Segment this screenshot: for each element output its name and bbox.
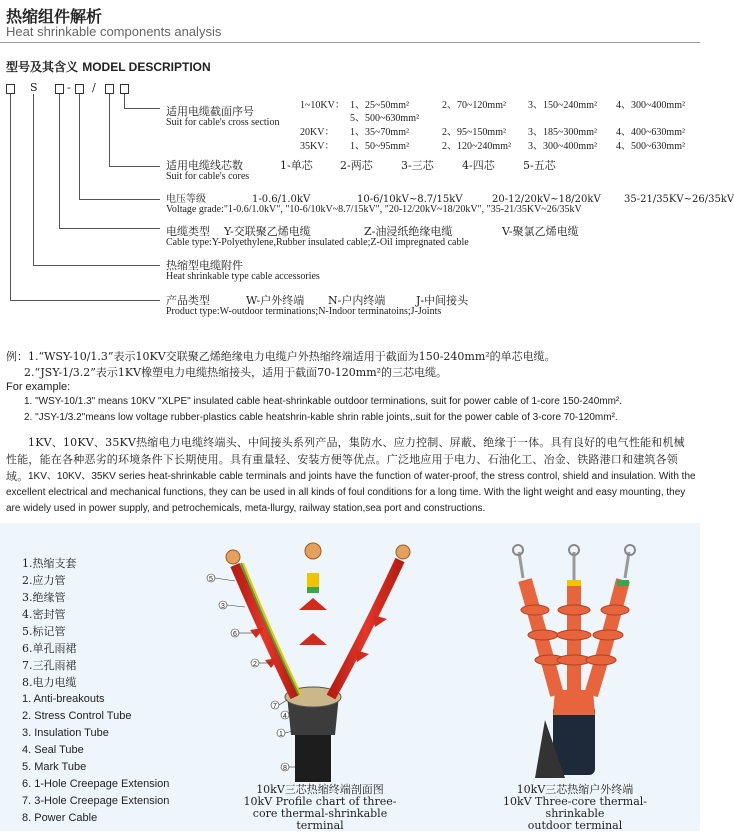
section-row-10kv-cont: 5、500~630mm² xyxy=(350,113,419,124)
section-row-20kv: 20KV： 1、35~70mm² 2、95~150mm² 3、185~300mm² 4、400~630mm² xyxy=(300,127,685,138)
legend-item: 2. Stress Control Tube xyxy=(22,710,132,722)
code-box xyxy=(120,84,129,94)
svg-text:8: 8 xyxy=(283,765,287,772)
model-heading-en: MODEL DESCRIPTION xyxy=(82,60,211,74)
legend-item: 5. Mark Tube xyxy=(22,761,87,773)
example-en-1: 1. "WSY-10/1.3" means 10KV "XLPE" insulated cable heat-shrinkable outdoor terminations, suit for power cable of 1-core 150-240mm². xyxy=(24,396,623,407)
voltage-line-en: Voltage grade:"1-0.6/1.0kV", "10-6/10kV~8.7/15kV", "20-12/20kV~18/20kV", "35-21/35KV~26/35kV xyxy=(166,204,582,215)
cores-row: 适用电缆线芯数 1-单芯 2-两芯 3-三芯 4-四芯 5-五芯 xyxy=(166,159,556,172)
legend-item: 3.绝缘管 xyxy=(22,591,66,604)
model-heading-zh: 型号及其含义 xyxy=(6,60,79,74)
legend-item: 2.应力管 xyxy=(22,574,66,587)
model-heading xyxy=(6,58,211,75)
code-box xyxy=(6,84,15,94)
right-core xyxy=(331,560,400,697)
legend-item: 3. Insulation Tube xyxy=(22,727,109,739)
svg-text:3: 3 xyxy=(221,603,225,610)
code-char-s: S xyxy=(30,81,38,94)
power-cable xyxy=(295,730,331,782)
code-box xyxy=(55,84,64,94)
title-divider xyxy=(0,42,700,43)
code-char-slash: / xyxy=(92,81,96,94)
outdoor-terminal-figure xyxy=(495,540,655,785)
svg-text:5: 5 xyxy=(209,576,213,583)
accessory-label-zh: 热缩型电缆附件 xyxy=(166,259,243,272)
legend-item: 7.三孔雨裙 xyxy=(22,659,77,672)
legend-item: 1.热缩支套 xyxy=(22,557,77,570)
profile-chart-figure xyxy=(195,535,435,785)
legend-item: 4.密封管 xyxy=(22,608,66,621)
legend-item: 8. Power Cable xyxy=(22,812,98,824)
left-core xyxy=(235,565,295,697)
section-row-10kv: 1~10KV： 1、25~50mm² 2、70~120mm² 3、150~240mm² 4、300~400mm² xyxy=(300,100,685,111)
legend-item: 1. Anti-breakouts xyxy=(22,693,105,705)
section-label-en: Suit for cable's cross section xyxy=(166,117,280,128)
page-subtitle: Heat shrinkable components analysis xyxy=(6,24,222,39)
description-zh: 1KV、10KV、35KV热缩电力电缆终端头、中间接头系列产品，集防水、应力控制、屏蔽、绝缘于一体。具有良好的电气性能和机械性能，能在各种恶劣的环境条件下长期使用。具有重量轻、安装方便等优点。广泛地应用于电力、石油化工、冶金、铁路港口和建筑各领域。 xyxy=(6,436,685,483)
svg-text:7: 7 xyxy=(273,703,277,710)
cable-type-line-en: Cable type:Y-Polyethylene,Rubber insulated cable;Z-Oil impregnated cable xyxy=(166,237,469,248)
legend-item: 7. 3-Hole Creepage Extension xyxy=(22,795,170,807)
cable-type-row: 电缆类型 Y-交联聚乙烯电缆 Z-油浸纸绝缘电缆 V-聚氯乙烯电缆 xyxy=(166,225,579,238)
svg-text:2: 2 xyxy=(253,661,257,668)
example-zh-1: 例：1.“WSY-10/1.3”表示10KV交联聚乙烯绝缘电力电缆户外热缩终端适用于截面为150-240mm²的单芯电缆。 xyxy=(6,350,556,363)
profile-chart-caption: 10kV三芯热缩终端剖面图 10kV Profile chart of three- core thermal-shrinkable terminal xyxy=(243,783,397,832)
legend-item: 5.标记管 xyxy=(22,625,66,638)
voltage-row: 电压等级 1-0.6/1.0kV 10-6/10kV~8.7/15kV 20-12/20kV~18/20kV 35-21/35KV~26/35kV xyxy=(166,194,734,205)
section-row-35kv: 35KV： 1、50~95mm² 2、120~240mm² 3、300~400mm² 4、500~630mm² xyxy=(300,141,685,152)
product-row: 产品类型 W-户外终端 N-户内终端 J-中间接头 xyxy=(166,294,469,307)
code-box xyxy=(75,84,84,94)
svg-text:6: 6 xyxy=(233,631,237,638)
product-line-en: Product type:W-outdoor terminations;N-Indoor terminatoins;J-Joints xyxy=(166,306,442,317)
cores-label-en: Suit for cable's cores xyxy=(166,171,250,182)
legend-item: 8.电力电缆 xyxy=(22,676,77,689)
outdoor-terminal-caption: 10kV三芯热缩户外终端 10kV Three-core thermal-shrinkable outdoor terminal xyxy=(502,783,648,832)
page-title: 热缩组件解析 xyxy=(6,7,103,26)
svg-text:4: 4 xyxy=(283,713,287,720)
example-en-2: 2. "JSY-1/3.2"means low voltage rubber-plastics cable heatshrin-kable shrin rable joints,.suit for the power cable of 3-core 70-120mm². xyxy=(24,412,618,423)
description-en: 1KV、10KV、35KV series heat-shrinkable cable terminals and joints have the function of water-proof, the stress control, shield and insulation. With the excellent electrical and mechanical functions, they can be used in all kinds of foul conditions for a long time. With the light weight and easy mounting, they are widely used in power supply, and petrochemicals, meta-llurgy, railway station,sea port and constructions. xyxy=(6,471,696,514)
section-label-zh: 适用电缆截面序号 xyxy=(166,105,254,118)
legend-item: 6. 1-Hole Creepage Extension xyxy=(22,778,170,790)
code-char-dash: - xyxy=(67,81,71,94)
example-zh-2: 2.“JSY-1/3.2”表示1KV橡塑电力电缆热缩接头，适用于截面70-120mm²的三芯电缆。 xyxy=(24,366,448,379)
accessory-label-en: Heat shrinkable type cable accessories xyxy=(166,271,320,282)
legend-item: 4. Seal Tube xyxy=(22,744,84,756)
code-box xyxy=(105,84,114,94)
legend-item: 6.单孔雨裙 xyxy=(22,642,77,655)
example-en-heading: For example: xyxy=(6,381,71,393)
svg-text:1: 1 xyxy=(279,731,283,738)
